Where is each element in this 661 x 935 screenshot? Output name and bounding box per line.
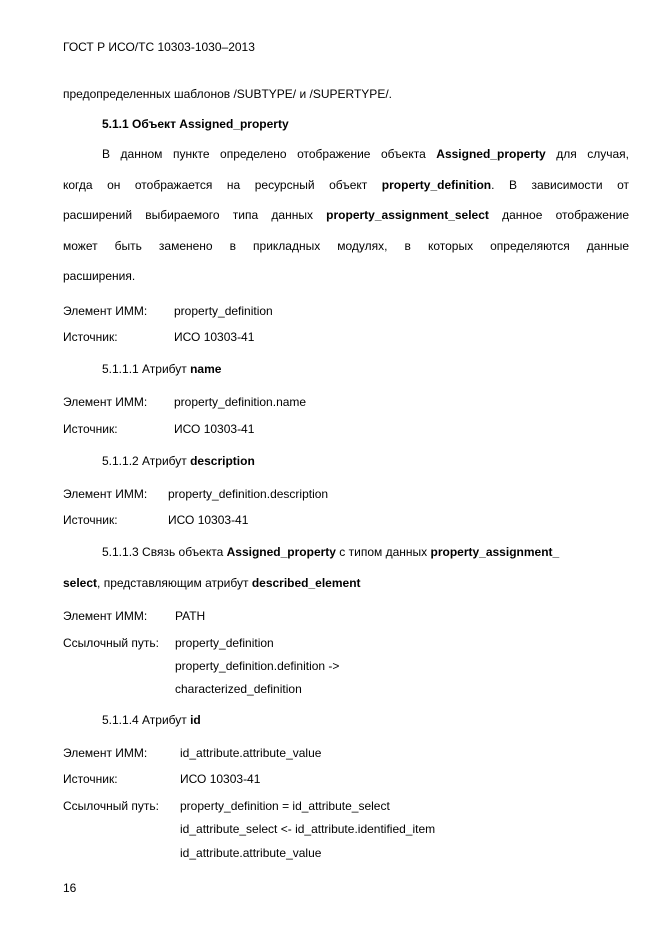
page-number: 16 xyxy=(63,881,77,895)
elem-value: property_definition.name xyxy=(174,395,307,409)
source-label: Источник: xyxy=(63,513,118,527)
elem-value: PATH xyxy=(175,609,206,623)
link-5113-heading-line-2: select, представляющим атрибут described_element xyxy=(63,576,361,590)
elem-label: Элемент ИММ: xyxy=(63,395,148,409)
source-value: ИСО 10303-41 xyxy=(174,422,255,436)
section-511-number: 5.1.1 xyxy=(102,117,129,131)
ref-path-label: Ссылочный путь: xyxy=(63,799,159,813)
ref-path-line: id_attribute_select <- id_attribute.identified_item xyxy=(180,822,436,836)
elem-value: property_definition.description xyxy=(168,487,329,501)
link-5113-heading-line-1: 5.1.1.3 Связь объекта Assigned_property с типом данных property_assignment_ xyxy=(102,545,560,559)
para-line-5: расширения. xyxy=(63,269,136,283)
elem-value: property_definition xyxy=(174,304,273,318)
ref-path-line: property_definition.definition -> xyxy=(175,659,340,673)
elem-value: id_attribute.attribute_value xyxy=(180,746,322,760)
attr-5111-heading: 5.1.1.1 Атрибут name xyxy=(102,362,222,376)
ref-path-line: property_definition = id_attribute_select xyxy=(180,799,390,813)
header-title: ГОСТ Р ИСО/ТС 10303-1030–2013 xyxy=(63,40,255,54)
elem-label: Элемент ИММ: xyxy=(63,746,148,760)
section-511-heading xyxy=(102,117,289,131)
ref-path-line: id_attribute.attribute_value xyxy=(180,846,322,860)
elem-label: Элемент ИММ: xyxy=(63,487,148,501)
attr-5114-heading: 5.1.1.4 Атрибут id xyxy=(102,713,201,727)
source-value: ИСО 10303-41 xyxy=(180,772,261,786)
ref-path-label: Ссылочный путь: xyxy=(63,636,159,650)
ref-path-line: characterized_definition xyxy=(175,682,302,696)
source-value: ИСО 10303-41 xyxy=(168,513,249,527)
elem-label: Элемент ИММ: xyxy=(63,304,148,318)
source-value: ИСО 10303-41 xyxy=(174,330,255,344)
source-label: Источник: xyxy=(63,772,118,786)
para-line-4: может быть заменено в прикладных модулях, в которых определяются данные xyxy=(63,239,629,253)
section-511-title: Объект Assigned_property xyxy=(132,117,289,131)
intro-line: предопределенных шаблонов /SUBTYPE/ и /SUPERTYPE/. xyxy=(63,87,392,101)
para-line-3: расширений выбираемого типа данных property_assignment_select данное отображение xyxy=(63,208,629,222)
ref-path-line: property_definition xyxy=(175,636,274,650)
elem-label: Элемент ИММ: xyxy=(63,609,148,623)
para-line-1: В данном пункте определено отображение объекта Assigned_property для случая, xyxy=(102,147,630,161)
source-label: Источник: xyxy=(63,330,118,344)
source-label: Источник: xyxy=(63,422,118,436)
para-line-2: когда он отображается на ресурсный объект property_definition. В зависимости от xyxy=(63,178,629,192)
attr-5112-heading: 5.1.1.2 Атрибут description xyxy=(102,454,255,468)
